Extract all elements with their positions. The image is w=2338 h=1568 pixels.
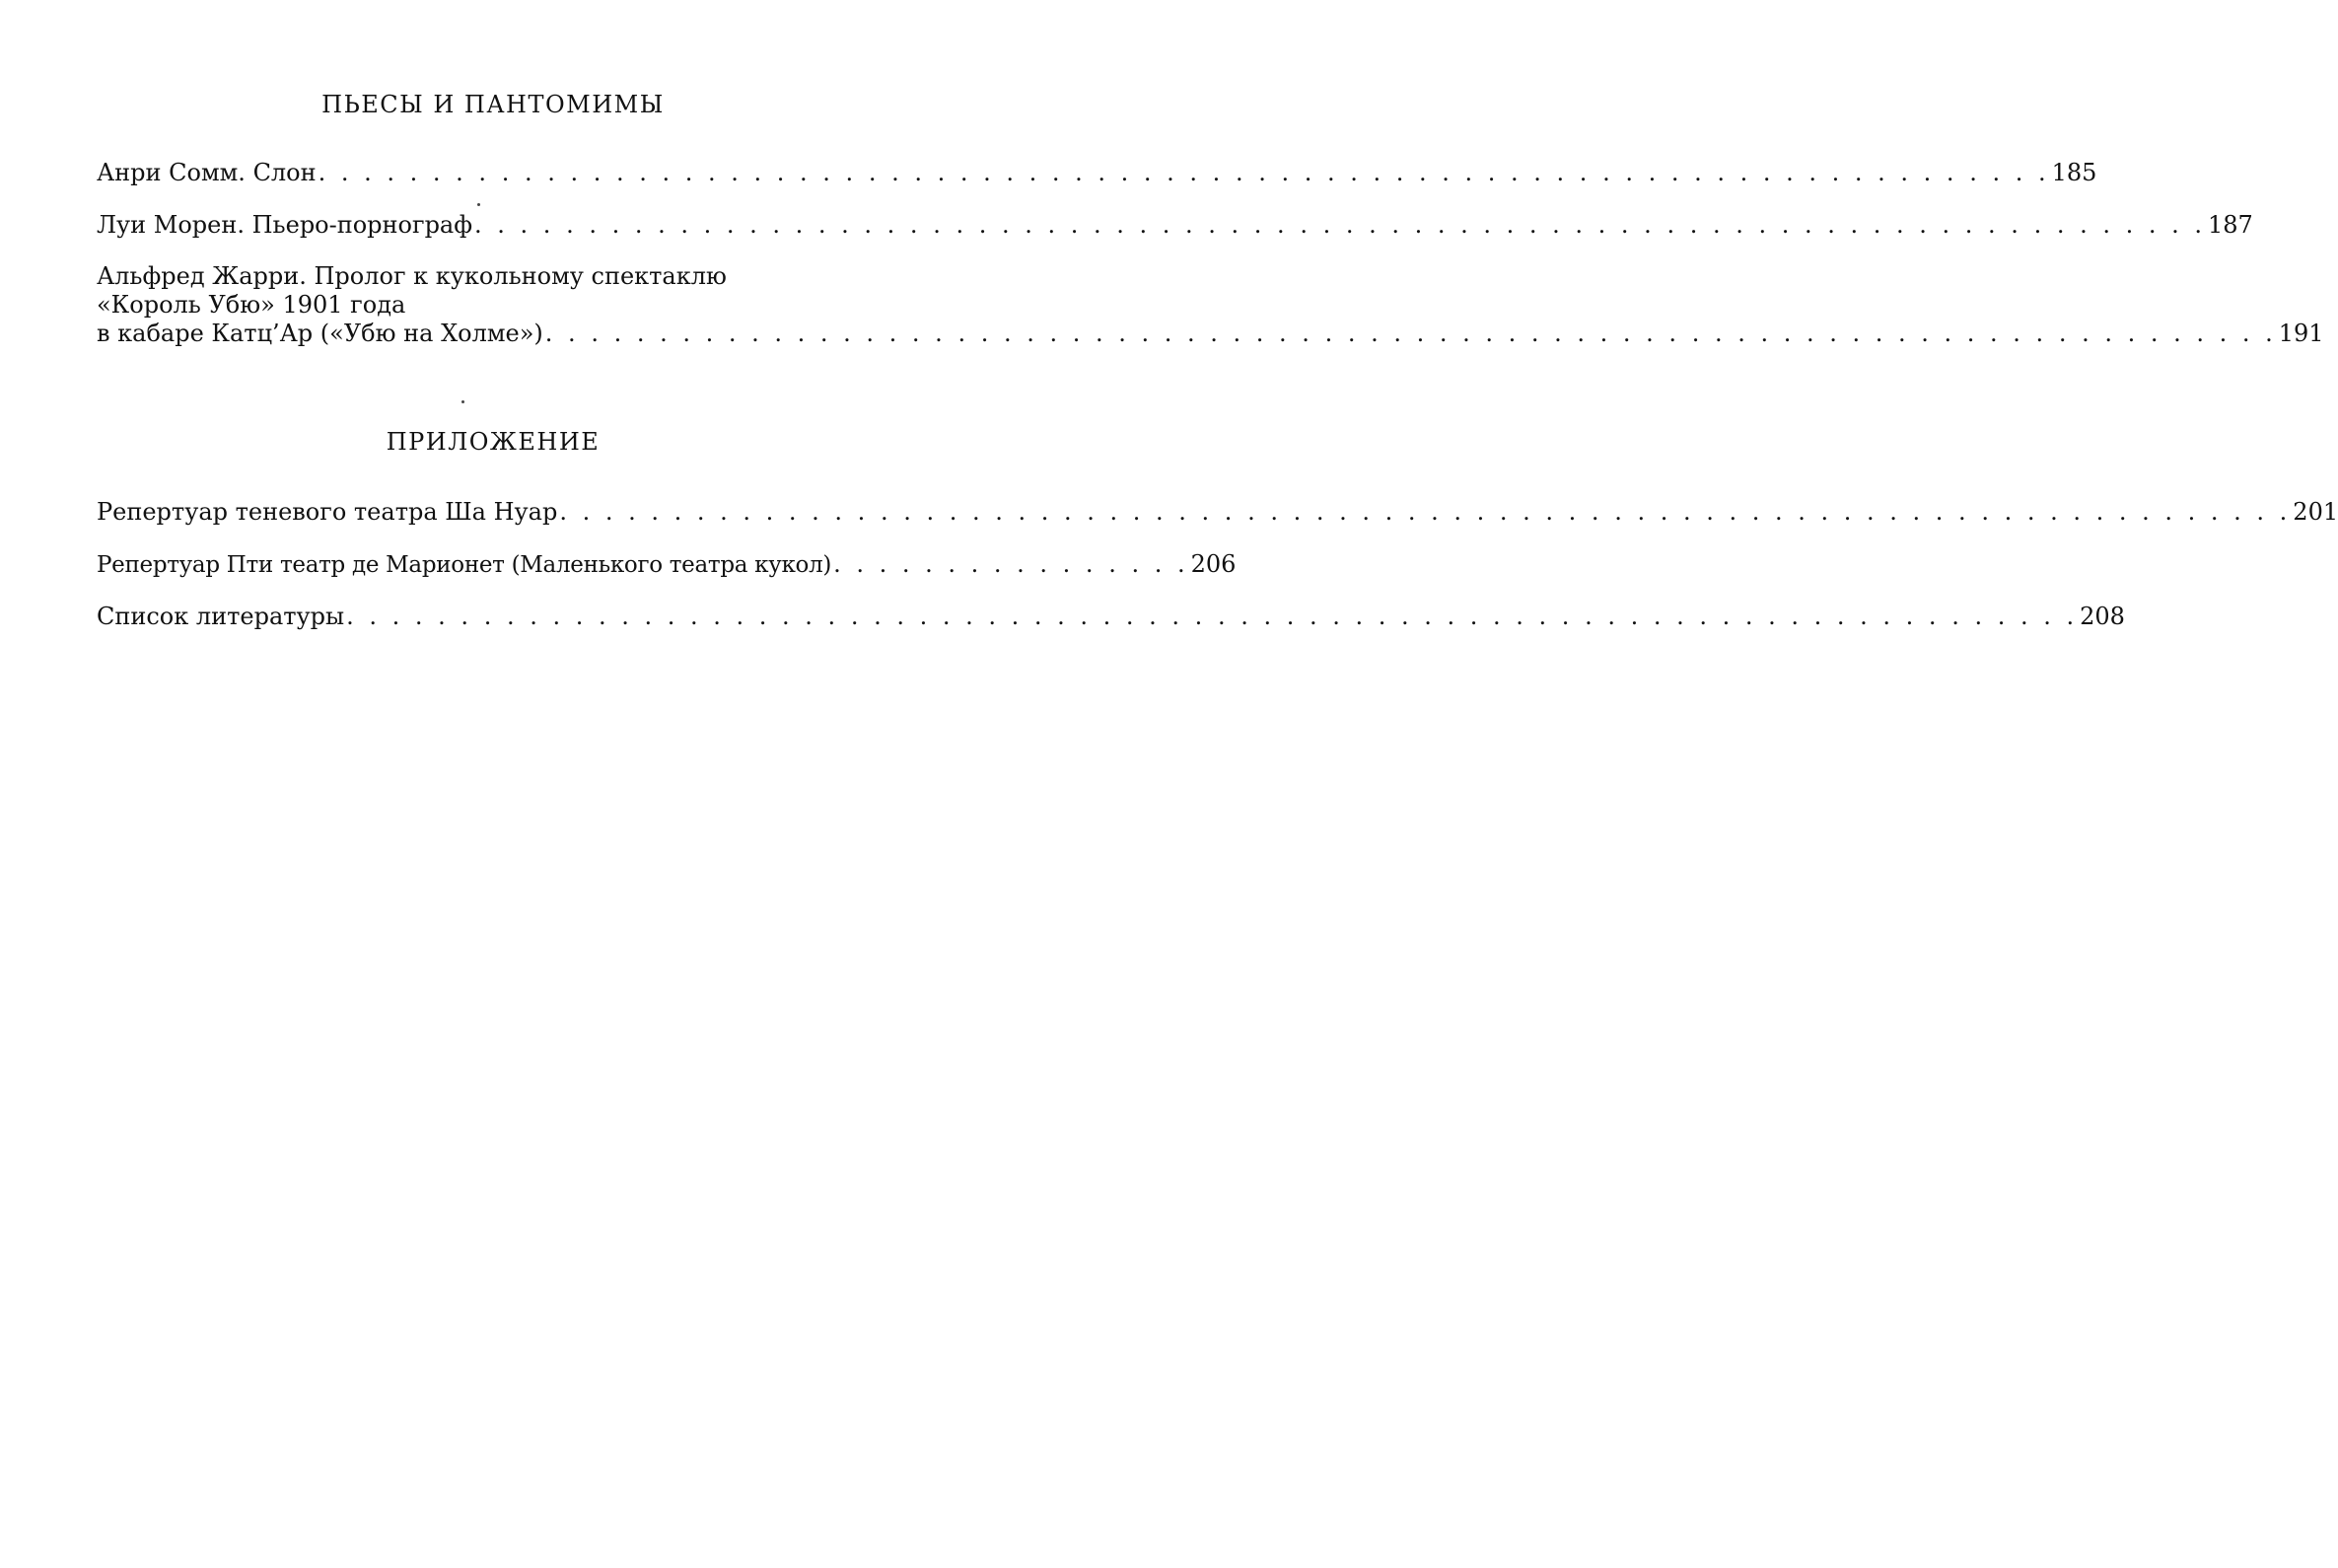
toc-entry-bibliography: [97, 602, 2125, 631]
toc-entry-marionettes: [97, 549, 1237, 580]
toc-entry-page: 201: [2293, 498, 2338, 526]
toc-entry-title: Луи Морен. Пьеро-порнограф: [97, 211, 473, 239]
toc-entry-page: 187: [2208, 211, 2253, 239]
toc-entry-page: 191: [2278, 320, 2324, 347]
section-heading-plays: ПЬЕСЫ И ПАНТОМИМЫ: [321, 91, 665, 118]
toc-entry-title-line: Альфред Жарри. Пролог к кукольному спектаклю: [97, 262, 727, 290]
toc-entry-page: 206: [1190, 550, 1237, 578]
toc-entry-page: 208: [2080, 603, 2125, 630]
dot-leader: . . . . . . . . . . . . . . . . . . . . . . . . . . . . . . . . . . . . . . . . . . . . . . . . . . . . . . . . . . . . . . . . . . . . . . . . . . . .: [559, 498, 2292, 526]
dot-leader: . . . . . . . . . . . . . . . . . . . . . . . . . . . . . . . . . . . . . . . . . . . . . . . . . . . . . . . . . . . . . . . . . . . . . . . . . . . .: [318, 159, 2050, 186]
toc-entry-title: Анри Сомм. Слон: [97, 159, 317, 186]
dot-leader: . . . . . . . . . . . . . . . . . . . . . . . . . . . . . . . . . . . . . . . . . . . . . . . . . . . . . . . . . . . . . . . . . . . . . . . . . . . .: [544, 320, 2277, 347]
dot-leader: . . . . . . . . . . . . . . . .: [833, 550, 1189, 578]
toc-entry-moren: [97, 210, 2253, 240]
toc-entry-title-line: «Король Убю» 1901 года: [97, 291, 406, 319]
toc-entry-somm: [97, 158, 2097, 187]
dot-leader: . . . . . . . . . . . . . . . . . . . . . . . . . . . . . . . . . . . . . . . . . . . . . . . . . . . . . . . . . . . . . . . . . . . . . . . . . . . .: [346, 603, 2079, 630]
stray-dot: [461, 400, 464, 403]
dot-leader: . . . . . . . . . . . . . . . . . . . . . . . . . . . . . . . . . . . . . . . . . . . . . . . . . . . . . . . . . . . . . . . . . . . . . . . . . . . .: [474, 211, 2206, 239]
section-heading-appendix: ПРИЛОЖЕНИЕ: [386, 428, 601, 456]
stray-dot: [477, 203, 480, 206]
toc-entry-title: Репертуар Пти театр де Марионет (Маленького театра кукол): [97, 552, 832, 578]
toc-entry-title-line: в кабаре Катц’Ар («Убю на Холме»): [97, 320, 543, 347]
toc-entry-title: Репертуар теневого театра Ша Нуар: [97, 498, 558, 526]
toc-entry-page: 185: [2051, 159, 2097, 186]
toc-entry-jarry: [97, 262, 2324, 348]
toc-entry-title: Список литературы: [97, 603, 345, 630]
toc-entry-chat-noir: [97, 497, 2338, 527]
